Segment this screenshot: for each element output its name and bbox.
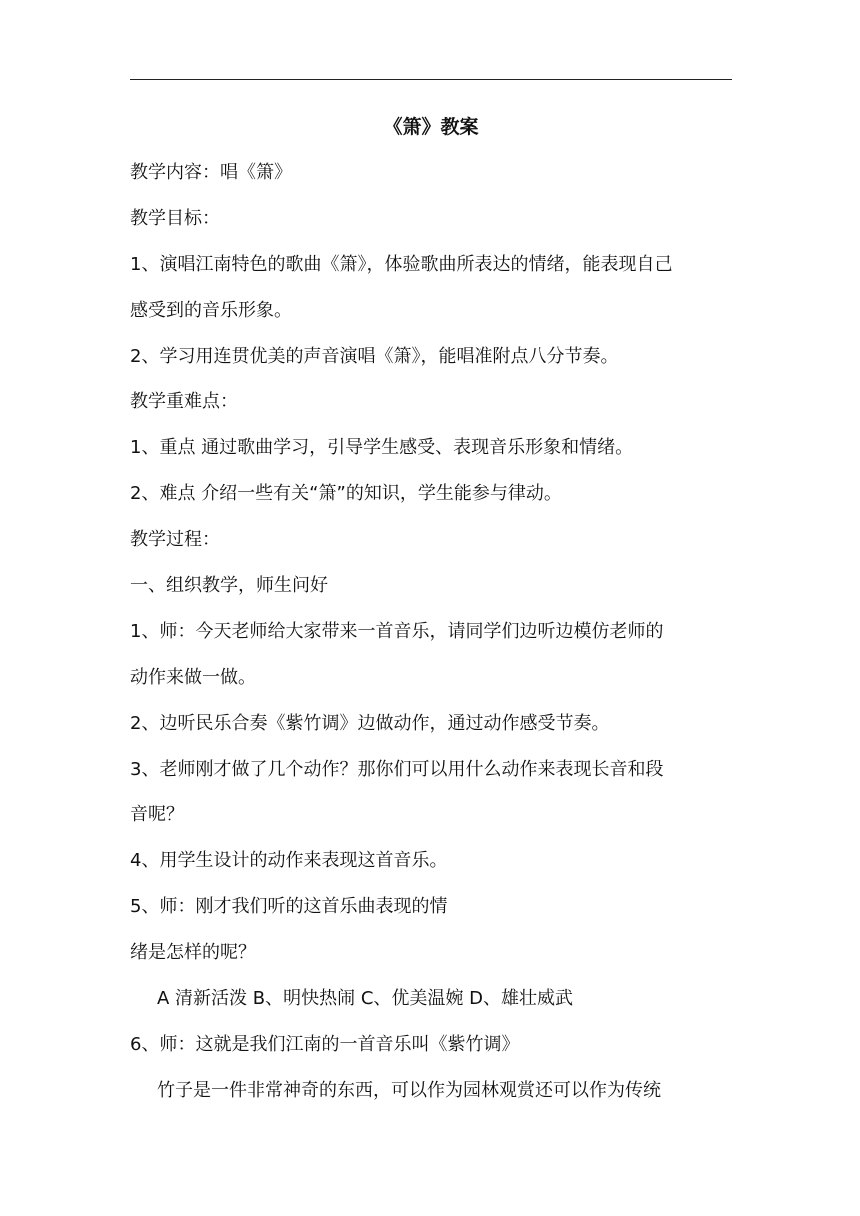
- text-line: 绪是怎样的呢？: [130, 942, 256, 964]
- text-line: 2、边听民乐合奏《紫竹调》边做动作，通过动作感受节奏。: [130, 712, 610, 734]
- text-line: A 清新活泼 B、明快热闹 C、优美温婉 D、雄壮威武: [157, 988, 573, 1010]
- text-line: 2、难点 介绍一些有关“箫”的知识，学生能参与律动。: [130, 483, 562, 505]
- document-body: [130, 160, 732, 1124]
- text-line: 感受到的音乐形象。: [130, 299, 292, 321]
- text-line: 教学重难点：: [130, 391, 238, 413]
- text-line: 教学过程：: [130, 529, 220, 551]
- text-line: 音呢？: [130, 804, 184, 826]
- text-line: 1、重点 通过歌曲学习，引导学生感受、表现音乐形象和情绪。: [130, 437, 634, 459]
- text-line: 竹子是一件非常神奇的东西，可以作为园林观赏还可以作为传统: [157, 1079, 661, 1101]
- text-line: 4、用学生设计的动作来表现这首音乐。: [130, 850, 448, 872]
- text-line: 6、师：这就是我们江南的一首音乐叫《紫竹调》: [130, 1033, 520, 1055]
- text-line: 5、师：刚才我们听的这首乐曲表现的情: [130, 896, 448, 918]
- text-line: 教学内容：唱《箫》: [130, 162, 292, 183]
- text-line: 1、演唱江南特色的歌曲《箫》，体验歌曲所表达的情绪，能表现自己: [130, 253, 673, 275]
- text-line: 教学目标：: [130, 207, 220, 229]
- text-line: 2、学习用连贯优美的声音演唱《箫》，能唱准附点八分节奏。: [130, 345, 619, 367]
- text-line: 3、老师刚才做了几个动作？那你们可以用什么动作来表现长音和段: [130, 758, 664, 780]
- text-line: 1、师：今天老师给大家带来一首音乐，请同学们边听边模仿老师的: [130, 620, 664, 642]
- text-line: 一、组织教学，师生问好: [130, 575, 328, 597]
- header-rule: [130, 79, 732, 80]
- document-title: 《箫》教案: [383, 116, 479, 138]
- text-line: 动作来做一做。: [130, 666, 256, 688]
